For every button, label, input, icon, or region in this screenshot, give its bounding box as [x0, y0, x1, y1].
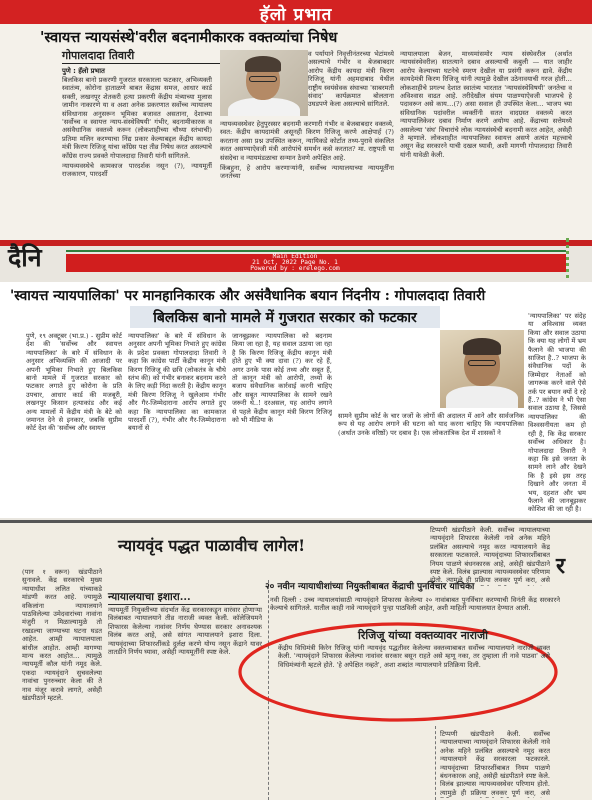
masthead-green-line	[66, 250, 566, 252]
clip1-col3-text: न्यायालयाला बेजन, माध्यमांसमोर न्याय संस्थेवरील (अर्थात न्यायसंस्थेवरील) सातत्याने दबाव असल्याची कबुली — यात जाहीर आरोप केल्याच्या घटनेचे स्मरण देखील या प्रसंगी करून द्यावे. केंद्रीय कायदेमंत्री किरण रिजिजू यांनी त्यामुळे देखील उठेनावयाची गरज होती… लोकशाहीचे प्रगल्भ देशात स्वातंत्र्य भारतात 'न्यायसंस्थेविषयी' जनतेचा व अविश्वास वाढत आहे. तरीदेखील संयम पाळण्याऐवजी भाजपचे हे पदावरून असे काय…(?) असा सवाल ही उपस्थित केला… भाजप च्या संविधानिक पदांवरील व्यक्तींनी सतत वादग्रस्त वक्तव्ये करत न्यायपालिकेवर दबाव निर्माण करणे अयोग्य आहे. केंद्राच्या सत्तेमध्ये असलेल्या 'संघ' विचारांचे लोक न्यायसंस्थेची बदनामी करत आहेत, असेही ते म्हणाले. लोकशाहीत न्यायपालिका स्वायत्त असणे अत्यंत महत्त्वाचे असून केंद्र सरकारने याची दखल घ्यावी, अशी मागणी गोपालदादा तिवारी यांनी यावेळी केली.	[400, 50, 572, 159]
clip3-col4-bottom-text: टिप्पणी खंडपीठाने केली. सर्वोच्च न्यायालयाच्या न्यायवृंदाने शिफारस केलेली नावे अनेक महिने प्रलंबित असल्याचे नमूद करत न्यायालयाने केंद्र सरकारला फटकारले. न्यायवृंदाच्या शिफारशींबाबत नियम पाळणे बंधनकारक आहे, असेही खंडपीठाने स्पष्ट केले. विलंब झाल्यास न्यायव्यवस्थेवर परिणाम होतो. त्यामुळे ही प्रक्रिया लवकर पूर्ण करा, असे	[440, 730, 550, 797]
clip3-subhead-warning: न्यायालयाचा इशारा...	[108, 590, 258, 605]
clip2-headline: 'स्वायत्त न्यायपालिका' पर मानहानिकारक और असंवैधानिक बयान निंदनीय : गोपालदादा तिवारी	[10, 288, 486, 304]
clip2-subhead: बिलकिस बानो मामले में गुजरात सरकार को फटकार	[130, 306, 440, 328]
clip3-column-1	[22, 568, 102, 798]
clip3-top-rule	[0, 520, 592, 523]
clip3-col2-text: न्यायमूर्ती नियुक्तीच्या संदर्भात केंद्र सरकारकडून वारंवार होणाऱ्या विलंबाबत न्यायालयाने तीव्र नाराजी व्यक्त केली. कॉलेजियमने शिफारस केलेल्या नावांवर निर्णय घेण्यास सरकार अनावश्यक विलंब करत आहे, असे सांगत न्यायालयाने इशारा दिला. न्यायवृंदाच्या शिफारशींकडे दुर्लक्ष करणे योग्य नसून केंद्राने यावर तातडीने निर्णय घ्यावा, असेही न्यायमूर्तींनी स्पष्ट केले.	[108, 606, 262, 657]
clip1-column-1	[62, 76, 212, 236]
clip2-col5-text: 'न्यायपालिका' पर संदेह या अविश्वास व्यक्त किया और सवाल उठाया कि क्या यह लोगों में भ्रम फैलाने की भाजपा की साजिश है..? भाजपा के संवैधानिक पदों के जिम्मेदार नेताओं को जागरूक करने वाले ऐसे तर्क पर बयान क्यों दे रहे हैं..? कांग्रेस ने भी ऐसा सवाल उठाया है, जिससे न्यायपालिका की विश्वसनीयता कम हो रही है, कि केंद्र सरकार सर्वोच्च अधिकार है। गोपालदादा तिवारी ने कहा कि इसे जनता के सामने लाने और देखने कि है इसे इस तरह दिखाने और जनता में भय, दहशत और भ्रम फैलाने की जानबूझकर कोशिश की जा रही है।	[528, 312, 586, 514]
clip1-column-2	[220, 120, 394, 234]
clip1-column-2-top	[308, 50, 394, 122]
clip1-column-3	[400, 50, 572, 234]
clip3-column-4	[430, 526, 550, 586]
clip3-subhead-review: २० नवीन न्यायाधीशांच्या नियुक्तीबाबत केंद्राची पुनर्विचार याचिका	[265, 582, 475, 592]
clip3-col4-text: टिप्पणी खंडपीठाने केली. सर्वोच्च न्यायालयाच्या न्यायवृंदाने शिफारस केलेली नावे अनेक महिने प्रलंबित असल्याचे नमूद करत न्यायालयाने केंद्र सरकारला फटकारले. न्यायवृंदाच्या शिफारशींबाबत नियम पाळणे बंधनकारक आहे, असेही खंडपीठाने स्पष्ट केले. विलंब झाल्यास न्यायव्यवस्थेवर परिणाम होतो. त्यामुळे ही प्रक्रिया लवकर पूर्ण करा, असे	[430, 526, 550, 585]
clip1-portrait-photo	[220, 50, 308, 116]
clip1-byline: गोपालदादा तिवारी	[62, 48, 222, 64]
clip2-col3-text: जानबूझकर न्यायपालिका को बदनाम किया जा रहा है, यह सवाल उठाया जा रहा है कि किरण रिजिजू केंद्रीय कानून मंत्री होते हुए भी क्या दावा (?) कर रहे हैं, अगर उनके पास कोई तथ्य और सबूत हैं, तो कानून मंत्री को आरोपी, तथ्यों के बजाय संवैधानिक कार्रवाई करनी चाहिए और सबूत न्यायपालिका के सामने रखने जरूरी थे..! दरअसल, यह आरोप लगाने से पहले केंद्रीय कानून मंत्री किरण रिजिजू को भी मीडिया के	[232, 332, 332, 425]
clip-hello-prabhat	[0, 0, 592, 246]
clip-marathi-article	[0, 520, 592, 800]
clip1-col2c-text: किंबहुना, हे आरोप करणाऱ्यांनी, सर्वोच्च न्यायालयाच्या न्यायमूर्तींना जनतेच्या	[220, 164, 394, 181]
clip2-column-5	[528, 312, 586, 516]
edition-date: 21 Oct, 2022 Page No. 1	[252, 259, 338, 267]
clip1-col1-text: बिलकिस बानो प्रकरणी गुजरात सरकारला फटकार, अभिव्यक्ती स्वातंत्र्य, कोरोना हाताळणे बाबत केंद्रास समज, आधार कार्ड सक्ती, लखनपूर शेतकरी हत्या प्रकरणी केंद्रीय मंत्र्याच्या मुलास जामीन नाकारणे या व अशा अनेक प्रकरणात सर्वोच्च न्यायालय संविधानास अनुसरून भूमिका बजावत असताना, देशाच्या 'सर्वोच्च व स्वायत्त न्याय-संस्थेविषयी' गंभीर, बदनामीकारक व असंवैधानिक वक्तव्ये करून (लोकशाहीच्या चौथ्या स्तंभाची) प्रतिमा मलिन करण्याचा निंद्य प्रकार केल्याबद्दल केंद्रीय कायदा मंत्री किरण रिजिजू यांचा काँग्रेस पक्ष तीव्र निषेध करत असल्याचे काँग्रेस राज्य प्रवक्ते गोपालदादा तिवारी यांनी सांगितले.	[62, 76, 212, 160]
clip3-headline: न्यायवृंद पद्धत पाळावीच लागेल!	[118, 536, 306, 555]
clip1-col1b-text: न्यायव्यवस्थेचे कामकाज पारदर्शक नसून (?), न्यायमूर्ती राजकारण, पारदर्शी	[62, 162, 212, 179]
clip3-box-text-body: केंद्रीय विधिमंत्री किरेन रिजिजू यांनी न्यायवृंद पद्धतीवर केलेल्या वक्तव्याबाबत सर्वोच्च न्यायालयाने नाराजी व्यक्त केली. 'न्यायवृंदाने शिफारस केलेल्या नावांवर सरकार बसून राहते असे म्हणू नका, तर तुम्हाला ती नावे पाठवा' असे विधिमंत्र्यांनी म्हटले होते. 'हे अपेक्षित नव्हते', अशा शब्दांत न्यायालयाने प्रतिक्रिया दिली.	[278, 644, 550, 669]
clip2-column-4	[338, 412, 524, 516]
clip2-column-1	[26, 332, 122, 516]
edition-powered: Powered by : erelego.com	[250, 265, 340, 273]
clip2-col2-text: न्यायपालिका' के बारे में संविधान के अनुसार अपनी भूमिका निभाते हुए कांग्रेस के प्रदेश प्रवक्ता गोपालदादा तिवारी ने कहा कि कांग्रेस पार्टी केंद्रीय कानून मंत्री किरण रिजिजू की छवि (लोकतंत्र के चौथे स्तंभ की) को गंभीर बनाकर बदनाम करने के लिए कड़ी निंदा करती है। केंद्रीय कानून मंत्री किरण रिजिजू ने खुलेआम गंभीर और गैर-जिम्मेदाराना आरोप लगाते हुए कहा कि न्यायपालिका का कामकाज पारदर्शी (?), गंभीर और गैर-जिम्मेदाराना बयानों से	[128, 332, 226, 433]
clip2-col4-text: सामने सुप्रीम कोर्ट के चार जजों के लोगों की अदालत में आने और सार्वजनिक रूप से यह आरोप लगाने की घटना को याद करना चाहिए कि न्यायपालिका (अर्थात उनके वरिष्ठों) पर दबाव है। एक लोकतांत्रिक देश में शासकों ने	[338, 412, 524, 437]
decorative-border	[566, 238, 586, 286]
clip3-box-headline: रिजिजू यांच्या वक्तव्यावर नाराजी	[357, 629, 489, 642]
clip-hindi-article	[0, 282, 592, 518]
clip1-col2-text: व पर्यायाने निवृत्तीनंतरच्या भेटांमध्ये असल्याचे गंभीर व बेजबाबदार आरोप केंद्रीय कायदा मंत्री किरण रिजिजू यांनी अहमदाबाद येथील राष्ट्रीय स्वयंसेवक संघाच्या 'साबरमती संवाद' कार्यक्रमात बोलताना उघडपणे केला असल्याचे सांगितले.	[308, 50, 394, 109]
clip1-col2b-text: न्यायव्यवस्थेवर हेतुपुरस्सर बदनामी करणारी गंभीर व बेजबाबदार वक्तव्ये, स्वत: केंद्रीय कायदामंत्री असूनही किरण रिजिजू करणे आक्षेपार्ह (?) करताना असा प्रश्न उपस्थित करून, न्यायिकडे कोर्टात तथ्य-पुरावे संकलित करत असण्याऐवजी मंत्री आरोपांचे समर्थन कसे करतात? मा. राष्ट्रपती या संसदेचा व न्यायमंडळाचा सन्मान ठेवणे अपेक्षित आहे.	[220, 120, 394, 162]
edition-label: Main Edition	[272, 253, 318, 260]
clip1-headline: 'स्वायत्त न्यायसंस्थे'वरील बदनामीकारक वक्तव्यांचा निषेध	[40, 29, 338, 46]
clip3-column-4-bottom	[440, 730, 550, 798]
clip3-divider-2	[435, 726, 436, 800]
clip3-right-headline-partial: र	[556, 553, 565, 579]
masthead-hello-prabhat	[0, 0, 592, 24]
masthead-dainik-partial: दैनि	[8, 243, 42, 272]
edition-info	[240, 254, 350, 272]
clip2-column-2	[128, 332, 226, 516]
clip3-box-text	[278, 644, 550, 700]
clip3-col1-text: (पान १ वरून) खंडपीठाने सुनावले. केंद्र सरकारचे मुख्य न्यायाधीश ललित यांच्याकडे मांडणी करत आहे. ज्यामुळे वकिलांना न्यायालयाने पाठविलेल्या उमेदवारांच्या नावांना मंजुरी न मिळाल्यामुळे तो रखडल्या जाण्याच्या घटना घडत आहेत. आम्ही न्यायालयाला बांधील आहोत. आम्ही मागण्या मान्य करत आहोत… त्यामुळे न्यायमूर्ती कौल यांनी नमूद केले. एकदा न्यायवृंदाने सुचवलेल्या नावांचा पुनरुच्चार केला की ते नाव मंजूर करावे लागते, असेही खंडपीठाने म्हटले.	[22, 568, 102, 703]
clip2-column-3	[232, 332, 332, 516]
clip2-portrait-photo	[440, 330, 524, 408]
clip2-col1-text: पुणे, १९ अक्टूबर (भा.प्र.) - सुप्रीम कोर्ट देश की 'सर्वोच्च और स्वायत्त न्यायपालिका' के बारे में संविधान के अनुसार अभिव्यक्ति की आजादी पर अपनी भूमिका निभाते हुए बिलकिस बानो मामले में गुजरात सरकार को फटकार लगाते हुए कोरोना के प्रति उपचार, आधार कार्ड की मजबूरी, लखनपुर किसान हत्याकांड और कई अन्य मामलों में केंद्रीय मंत्री के बेटे को जमानत देने से इनकार, जबकि सुप्रीम कोर्ट देश की 'सर्वोच्च और स्वायत्त	[26, 332, 122, 433]
clip3-col3-text: नवी दिल्ली : उच्च न्यायालयांसाठी न्यायवृंदाने शिफारस केलेल्या २० नावांबाबत पुनर्विचार करण्याची विनंती केंद्र सरकारने केल्याचे सांगितले. यातील काही नावे न्यायवृंदाने पुन्हा पाठविली आहेत, अशी माहिती न्यायालयात देण्यात आली.	[270, 596, 560, 613]
clip1-dateline: पुणे : हॅलो प्रभात	[62, 67, 105, 75]
masthead-title: हॅलो प्रभात	[259, 5, 333, 25]
